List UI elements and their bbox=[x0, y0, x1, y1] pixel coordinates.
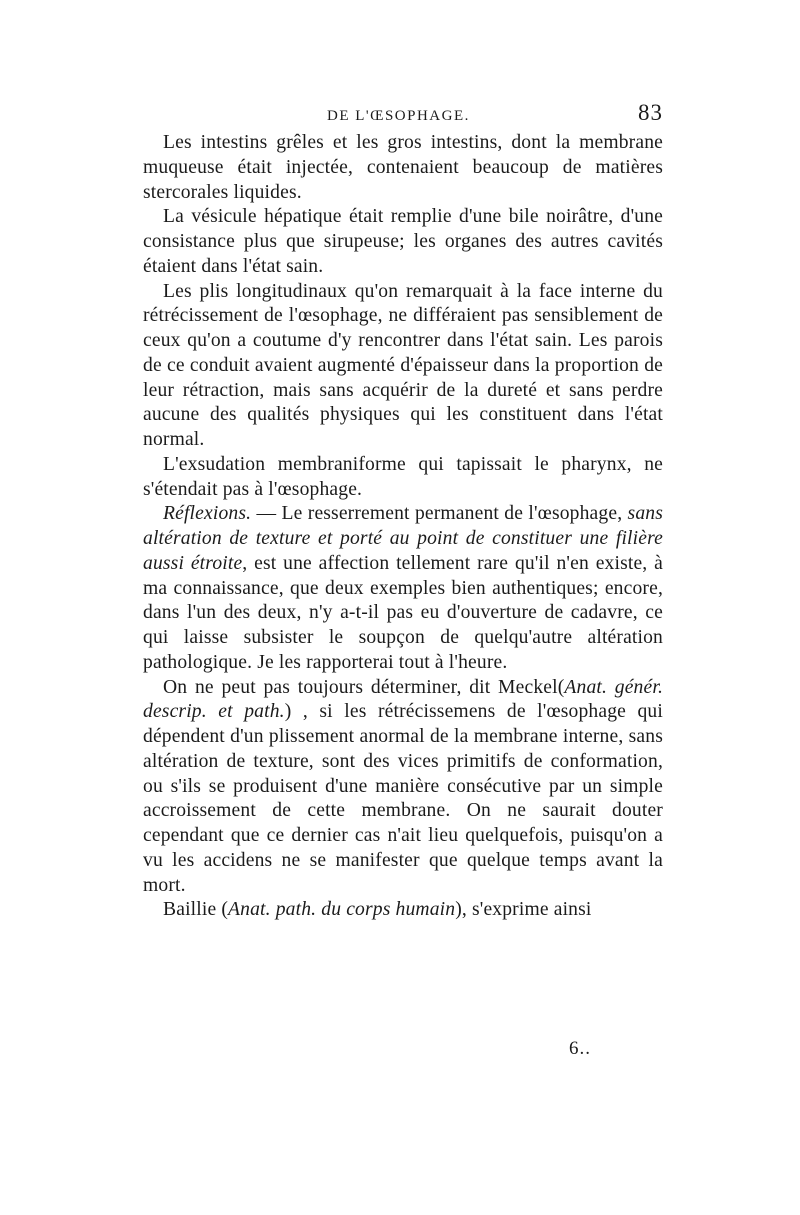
meckel-citation: Anat. génér. descrip. et path. bbox=[143, 676, 663, 723]
baillie-text-a: Baillie ( bbox=[163, 899, 229, 921]
paragraph-gallbladder: La vésicule hépatique était remplie d'une bile noirâtre, d'une consistance plus que sirupeuse; les organes des autres cavités étaient dans l'état sain. bbox=[143, 206, 663, 277]
reflexions-text-a: — Le resserrement permanent de l'œsophage, bbox=[251, 503, 628, 525]
meckel-text-a: On ne peut pas toujours déterminer, dit Meckel( bbox=[163, 676, 565, 698]
running-title: DE L'ŒSOPHAGE. bbox=[327, 108, 470, 124]
meckel-text-b: ) , si les rétrécissemens de l'œsophage qui dépendent d'un plissement anormal de la membrane interne, sans altération de texture, sont des vices primitifs de conformation, ou s'ils se produisent d'une manière consécutive par un simple accroissement de cette membrane. On ne saurait douter cependant que ce dernier cas n'ait lieu quelquefois, puisqu'on a vu les accidens ne se manifester que quelque temps avant la mort. bbox=[143, 701, 663, 896]
page-number: 83 bbox=[638, 100, 663, 125]
paragraph-folds: Les plis longitudinaux qu'on remarquait à la face interne du rétrécissement de l'œsophage, ne différaient pas sensiblement de ceux qu'on a coutume d'y rencontrer dans l'état sain. Les parois de ce conduit avaient augmenté d'épaisseur dans la proportion de leur rétraction, mais sans acquérir de la dureté et sans perdre aucune des qualités physiques qui les constituent dans l'état normal. bbox=[143, 280, 663, 450]
running-head bbox=[143, 100, 663, 130]
baillie-citation: Anat. path. du corps humain bbox=[228, 899, 456, 921]
baillie-text-b: ), s'exprime ainsi bbox=[455, 899, 592, 921]
paragraph-exudation: L'exsudation membraniforme qui tapissait le pharynx, ne s'étendait pas à l'œsophage. bbox=[143, 453, 663, 500]
body-text bbox=[143, 131, 663, 923]
signature-mark: 6.. bbox=[569, 1038, 591, 1059]
reflexions-label: Réflexions. bbox=[163, 503, 252, 525]
paragraph-intestines: Les intestins grêles et les gros intestins, dont la membrane muqueuse était injectée, contenaient beaucoup de matières stercorales liquides. bbox=[143, 132, 663, 203]
paragraph-meckel bbox=[143, 676, 663, 899]
reflexions-text-b: , est une affection tellement rare qu'il n'en existe, à ma connaissance, que deux exemples bien authentiques; encore, dans l'un des deux, n'y a-t-il pas eu d'ouverture de cadavre, ce qui laisse subsister le soupçon de quelqu'autre altération pathologique. Je les rapporterai tout à l'heure. bbox=[143, 552, 663, 673]
paragraph-reflexions bbox=[143, 502, 663, 675]
paragraph-baillie bbox=[143, 898, 663, 923]
reflexions-italic: sans altération de texture et porté au point de constituer une filière aussi étroite bbox=[143, 503, 663, 574]
